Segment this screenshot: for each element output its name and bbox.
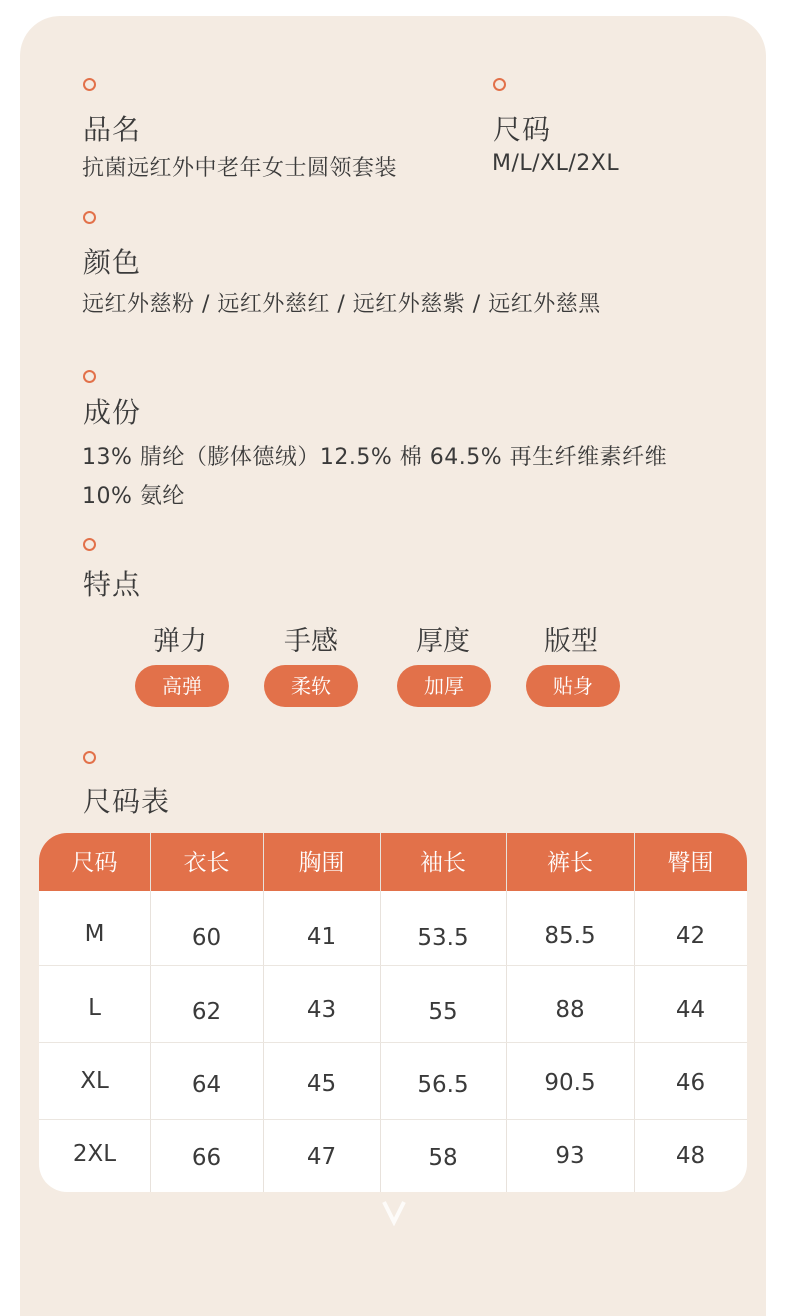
table-cell: L	[88, 995, 101, 1021]
row-divider	[39, 965, 747, 966]
feature-elasticity-badge: 高弹	[135, 665, 229, 707]
feature-feel-label: 手感	[284, 626, 338, 657]
features-label: 特点	[83, 568, 142, 601]
product-name-label: 品名	[83, 113, 142, 146]
section-marker-icon	[493, 78, 506, 91]
size-label: 尺码	[493, 113, 552, 146]
table-cell: 66	[191, 1145, 222, 1171]
feature-elasticity-label: 弹力	[153, 626, 207, 657]
table-cell: XL	[80, 1068, 109, 1094]
table-cell: 45	[306, 1071, 337, 1097]
table-cell: 55	[428, 999, 458, 1025]
composition-label: 成份	[83, 396, 142, 429]
table-cell: 44	[675, 997, 706, 1023]
size-chart-table	[39, 833, 747, 1192]
section-marker-icon	[83, 751, 96, 764]
table-cell: 64	[191, 1072, 222, 1098]
table-cell: 41	[306, 924, 337, 950]
color-value: 远红外慈粉 / 远红外慈红 / 远红外慈紫 / 远红外慈黑	[82, 292, 601, 317]
header-sleeve: 袖长	[420, 850, 466, 876]
chevron-down-icon	[381, 1196, 407, 1226]
color-label: 颜色	[83, 246, 142, 279]
row-divider	[39, 1119, 747, 1120]
header-chest: 胸围	[298, 850, 345, 876]
header-hip: 臀围	[667, 850, 714, 876]
table-cell: 85.5	[544, 923, 596, 949]
section-marker-icon	[83, 78, 96, 91]
table-cell: M	[84, 921, 105, 947]
composition-line-2: 10% 氨纶	[82, 484, 185, 509]
header-pants: 裤长	[547, 850, 593, 876]
section-marker-icon	[83, 538, 96, 551]
feature-thickness-badge: 加厚	[397, 665, 491, 707]
table-cell: 88	[555, 997, 585, 1023]
section-marker-icon	[83, 211, 96, 224]
table-cell: 46	[675, 1070, 706, 1096]
feature-feel-badge: 柔软	[264, 665, 358, 707]
table-cell: 53.5	[417, 925, 469, 951]
table-cell: 48	[675, 1143, 706, 1169]
table-cell: 90.5	[544, 1070, 596, 1096]
size-value: M/L/XL/2XL	[492, 151, 620, 176]
product-name-value: 抗菌远红外中老年女士圆领套装	[82, 156, 398, 181]
section-marker-icon	[83, 370, 96, 383]
table-cell: 42	[675, 923, 706, 949]
feature-fit-label: 版型	[544, 626, 598, 657]
table-cell: 62	[191, 999, 222, 1025]
header-size: 尺码	[71, 850, 118, 876]
table-cell: 2XL	[72, 1141, 117, 1167]
composition-line-1: 13% 腈纶（膨体德绒）12.5% 棉 64.5% 再生纤维素纤维	[82, 445, 668, 470]
table-cell: 60	[191, 925, 222, 951]
table-cell: 47	[306, 1144, 337, 1170]
table-cell: 56.5	[417, 1072, 469, 1098]
feature-thickness-label: 厚度	[416, 626, 470, 657]
feature-fit-badge: 贴身	[526, 665, 620, 707]
size-chart-label: 尺码表	[83, 785, 171, 818]
row-divider	[39, 1042, 747, 1043]
table-cell: 43	[306, 997, 337, 1023]
header-length: 衣长	[183, 850, 230, 876]
table-cell: 93	[555, 1143, 585, 1169]
table-cell: 58	[428, 1145, 458, 1171]
